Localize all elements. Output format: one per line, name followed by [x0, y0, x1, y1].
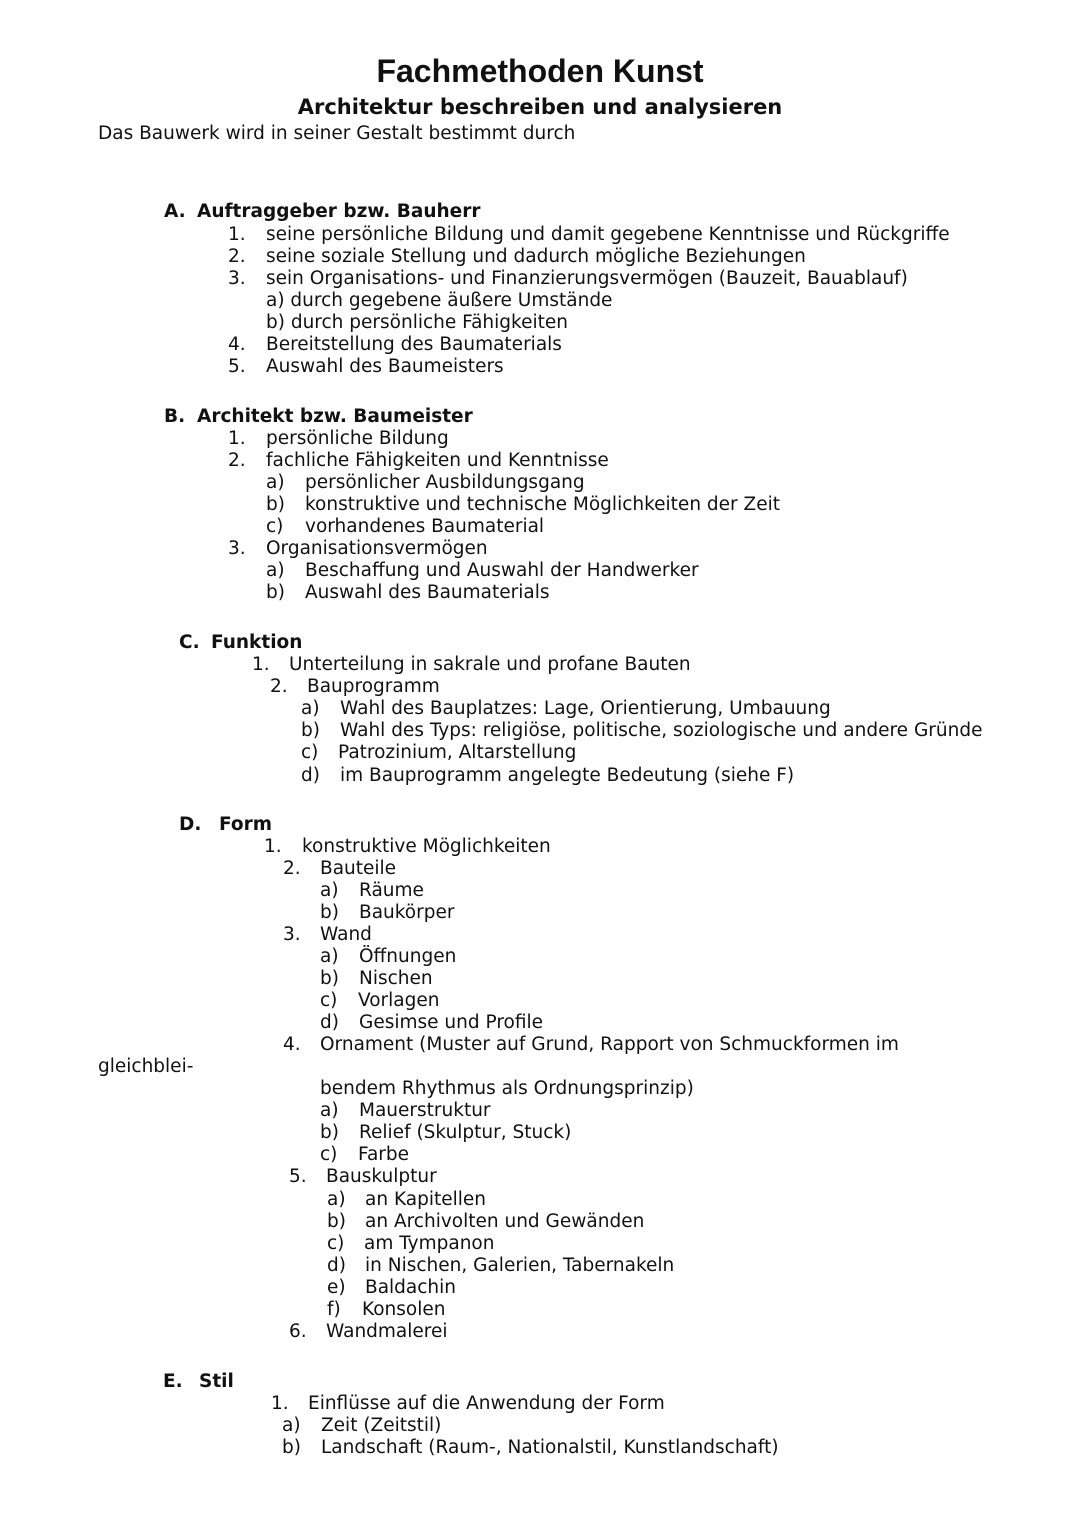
sub-list-letter: c) — [327, 1233, 345, 1254]
list-item: Wandmalerei — [326, 1321, 448, 1342]
list-item: seine soziale Stellung und dadurch mögliche Beziehungen — [266, 246, 806, 267]
sub-list-letter: a) — [282, 1415, 301, 1436]
list-item: Bauteile — [320, 858, 397, 879]
sub-list-item: Relief (Skulptur, Stuck) — [359, 1122, 572, 1143]
sub-list-letter: b) — [320, 1122, 339, 1143]
sub-list-item: an Kapitellen — [365, 1189, 486, 1210]
sub-list-item: Baldachin — [365, 1277, 457, 1298]
list-item: seine persönliche Bildung und damit gegebene Kenntnisse und Rückgriffe — [266, 224, 950, 245]
sub-list-letter: e) — [327, 1277, 346, 1298]
sub-list-letter: b) — [320, 902, 339, 923]
sub-list-letter: b) — [266, 494, 285, 515]
sub-list-letter: a) — [320, 946, 339, 967]
section-c-letter: C. — [179, 632, 200, 653]
sub-list-letter: b) — [320, 968, 339, 989]
intro-text: Das Bauwerk wird in seiner Gestalt bestimmt durch — [98, 123, 576, 144]
sub-list-item: Patrozinium, Altarstellung — [338, 742, 577, 763]
list-number: 3. — [283, 924, 301, 945]
sub-list-item: im Bauprogramm angelegte Bedeutung (siehe F) — [340, 765, 795, 786]
section-c-heading: Funktion — [211, 632, 303, 653]
section-d-heading: Form — [219, 814, 272, 835]
page-title: Fachmethoden Kunst — [376, 53, 704, 89]
list-number: 2. — [283, 858, 301, 879]
sub-list-item: Räume — [359, 880, 424, 901]
sub-list-item: persönlicher Ausbildungsgang — [305, 472, 585, 493]
list-number: 1. — [264, 836, 282, 857]
list-item: persönliche Bildung — [266, 428, 449, 449]
list-item: Organisationsvermögen — [266, 538, 488, 559]
section-a-heading: Auftraggeber bzw. Bauherr — [197, 201, 481, 222]
section-a-letter: A. — [164, 201, 186, 222]
list-item: Einflüsse auf die Anwendung der Form — [308, 1393, 665, 1414]
sub-list-item: Baukörper — [359, 902, 455, 923]
margin-note: gleichblei- — [98, 1056, 194, 1077]
list-number: 2. — [228, 246, 246, 267]
sub-list-item: am Tympanon — [364, 1233, 495, 1254]
list-item: Unterteilung in sakrale und profane Bauten — [289, 654, 691, 675]
sub-list-item: Vorlagen — [358, 990, 440, 1011]
sub-list-item: Konsolen — [362, 1299, 446, 1320]
list-item-continuation: bendem Rhythmus als Ordnungsprinzip) — [320, 1078, 694, 1099]
list-number: 2. — [270, 676, 288, 697]
sub-list-letter: c) — [266, 516, 284, 537]
list-item: Wand — [320, 924, 372, 945]
page-subtitle: Architektur beschreiben und analysieren — [297, 95, 783, 119]
sub-list-item: Öffnungen — [359, 946, 457, 967]
sub-list-item: Nischen — [359, 968, 433, 989]
list-number: 2. — [228, 450, 246, 471]
section-e-heading: Stil — [199, 1371, 234, 1392]
sub-list-item: Farbe — [358, 1144, 410, 1165]
list-number: 1. — [271, 1393, 289, 1414]
sub-list-item: Zeit (Zeitstil) — [321, 1415, 442, 1436]
sub-list-item: Landschaft (Raum-, Nationalstil, Kunstlandschaft) — [321, 1437, 779, 1458]
sub-list-item: b) durch persönliche Fähigkeiten — [266, 312, 568, 333]
section-b-heading: Architekt bzw. Baumeister — [197, 406, 473, 427]
sub-list-letter: a) — [266, 472, 285, 493]
sub-list-letter: a) — [301, 698, 320, 719]
section-b-letter: B. — [164, 406, 186, 427]
sub-list-item: Mauerstruktur — [359, 1100, 491, 1121]
list-number: 4. — [228, 334, 246, 355]
list-number: 5. — [289, 1166, 307, 1187]
sub-list-letter: a) — [320, 880, 339, 901]
sub-list-letter: a) — [266, 560, 285, 581]
list-number: 1. — [228, 224, 246, 245]
sub-list-letter: a) — [327, 1189, 346, 1210]
sub-list-item: Wahl des Bauplatzes: Lage, Orientierung, Umbauung — [340, 698, 831, 719]
sub-list-item: Beschaffung und Auswahl der Handwerker — [305, 560, 699, 581]
section-e-letter: E. — [163, 1371, 183, 1392]
list-number: 1. — [228, 428, 246, 449]
list-number: 3. — [228, 268, 246, 289]
sub-list-item: Auswahl des Baumaterials — [305, 582, 550, 603]
list-item: sein Organisations- und Finanzierungsvermögen (Bauzeit, Bauablauf) — [266, 268, 908, 289]
list-item: Auswahl des Baumeisters — [266, 356, 504, 377]
list-number: 4. — [283, 1034, 301, 1055]
sub-list-letter: b) — [266, 582, 285, 603]
list-item: Bauprogramm — [307, 676, 440, 697]
list-item: konstruktive Möglichkeiten — [302, 836, 551, 857]
sub-list-letter: c) — [301, 742, 319, 763]
list-item: Bauskulptur — [326, 1166, 437, 1187]
sub-list-item: a) durch gegebene äußere Umstände — [266, 290, 613, 311]
section-d-letter: D. — [179, 814, 202, 835]
sub-list-letter: b) — [327, 1211, 346, 1232]
list-number: 3. — [228, 538, 246, 559]
sub-list-letter: f) — [327, 1299, 341, 1320]
sub-list-letter: a) — [320, 1100, 339, 1121]
sub-list-item: an Archivolten und Gewänden — [365, 1211, 645, 1232]
sub-list-letter: b) — [301, 720, 320, 741]
list-item: Ornament (Muster auf Grund, Rapport von Schmuckformen im — [320, 1034, 899, 1055]
sub-list-item: konstruktive und technische Möglichkeiten der Zeit — [305, 494, 780, 515]
sub-list-letter: d) — [301, 765, 320, 786]
sub-list-letter: b) — [282, 1437, 301, 1458]
sub-list-item: Wahl des Typs: religiöse, politische, soziologische und andere Gründe — [340, 720, 983, 741]
list-item: Bereitstellung des Baumaterials — [266, 334, 562, 355]
list-number: 1. — [252, 654, 270, 675]
sub-list-item: in Nischen, Galerien, Tabernakeln — [365, 1255, 675, 1276]
list-item: fachliche Fähigkeiten und Kenntnisse — [266, 450, 609, 471]
list-number: 6. — [289, 1321, 307, 1342]
sub-list-item: vorhandenes Baumaterial — [305, 516, 545, 537]
sub-list-letter: d) — [327, 1255, 346, 1276]
sub-list-letter: c) — [320, 1144, 338, 1165]
sub-list-item: Gesimse und Profile — [359, 1012, 544, 1033]
list-number: 5. — [228, 356, 246, 377]
sub-list-letter: c) — [320, 990, 338, 1011]
sub-list-letter: d) — [320, 1012, 339, 1033]
